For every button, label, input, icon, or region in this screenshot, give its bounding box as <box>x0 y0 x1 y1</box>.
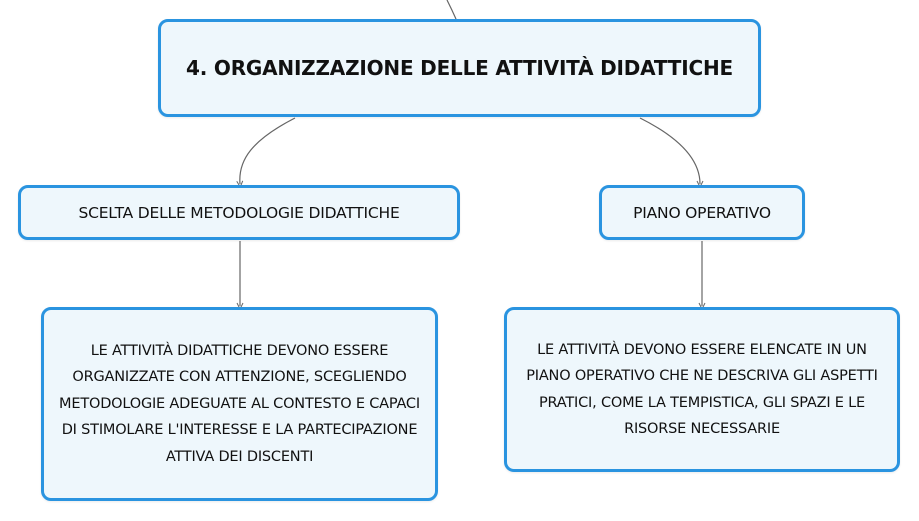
connector-main-to-metodologie <box>240 118 295 184</box>
branch-node-piano-operativo[interactable] <box>599 185 805 240</box>
connector-parent-to-main <box>447 0 456 19</box>
description-text-metodologie: LE ATTIVITÀ DIDATTICHE DEVONO ESSERE ORGANIZZATE CON ATTENZIONE, SCEGLIENDO METODOLOGIE ADEGUATE AL CONTESTO E CAPACI DI STIMOLARE L'INTERESSE E LA PARTECIPAZIONE ATTIVA DEI DISCENTI <box>59 342 420 465</box>
branch-title-metodologie: SCELTA DELLE METODOLOGIE DIDATTICHE <box>78 203 400 222</box>
main-topic-node[interactable] <box>158 19 761 117</box>
branch-node-metodologie[interactable] <box>18 185 460 240</box>
main-topic-label: 4. ORGANIZZAZIONE DELLE ATTIVITÀ DIDATTICHE <box>186 56 733 80</box>
description-node-metodologie[interactable] <box>41 307 438 501</box>
branch-title-piano-operativo: PIANO OPERATIVO <box>633 203 771 222</box>
description-text-piano-operativo: LE ATTIVITÀ DEVONO ESSERE ELENCATE IN UN PIANO OPERATIVO CHE NE DESCRIVA GLI ASPETTI PRATICI, COME LA TEMPISTICA, GLI SPAZI E LE RISORSE NECESSARIE <box>526 341 878 437</box>
connector-main-to-piano <box>640 118 700 184</box>
description-node-piano-operativo[interactable] <box>504 307 900 472</box>
